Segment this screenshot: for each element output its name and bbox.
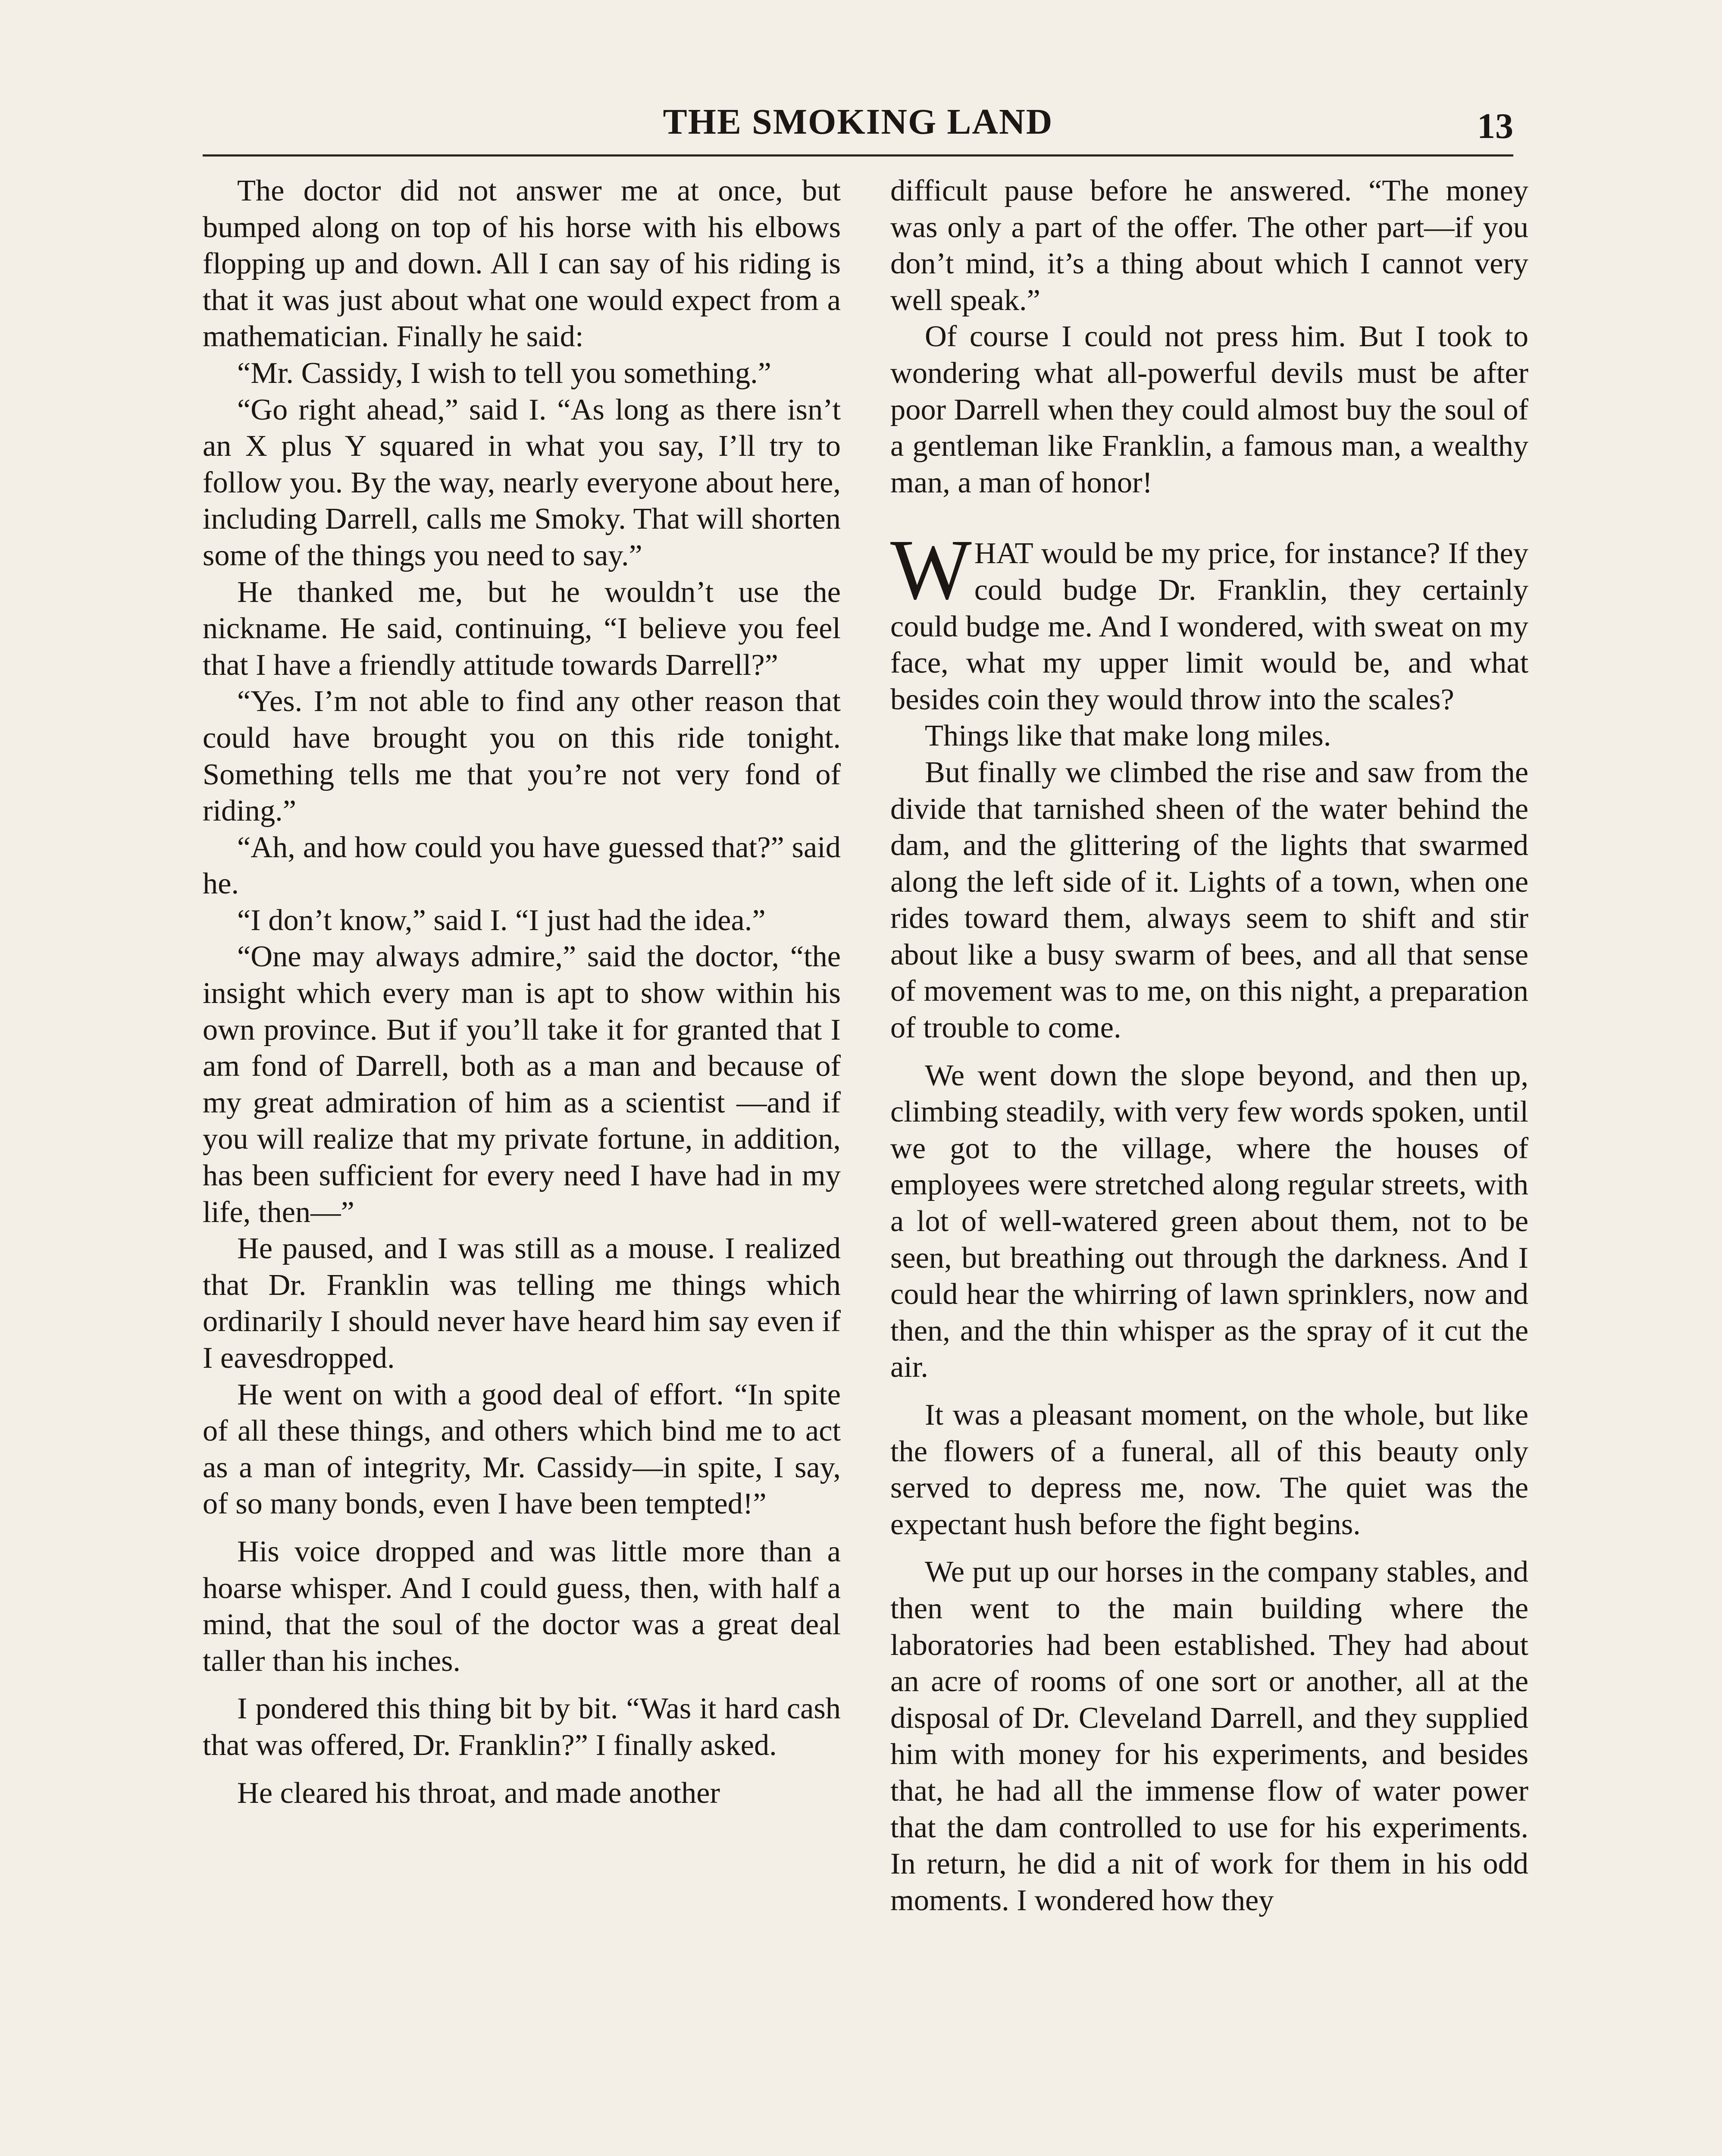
paragraph: “Ah, and how could you have guessed that?” said he. bbox=[203, 830, 841, 901]
drop-cap: W bbox=[890, 522, 972, 618]
paragraph: He paused, and I was still as a mouse. I realized that Dr. Franklin was telling me things which ordinarily I should never have heard him say even if I eavesdropped. bbox=[203, 1232, 841, 1375]
paragraph: We put up our horses in the company stables, and then went to the main building where the laboratories had been established. They had about an acre of rooms of one sort or another, all at the disposal of Dr. Cleveland Darrell, and they supplied him with money for his experiments, and besides that, he had all the immense flow of water power that the dam controlled to use for his experiments. In return, he did a nit of work for them in his odd moments. I wondered how they bbox=[890, 1555, 1528, 1917]
paragraph: I pondered this thing bit by bit. “Was it hard cash that was offered, Dr. Franklin?” I finally asked. bbox=[203, 1692, 841, 1762]
paragraph: He thanked me, but he wouldn’t use the nickname. He said, continuing, “I believe you feel that I have a friendly attitude towards Darrell?” bbox=[203, 575, 841, 682]
drop-cap-continuation: HAT bbox=[974, 536, 1033, 570]
paragraph: He cleared his throat, and made another bbox=[237, 1776, 720, 1810]
paragraph: The doctor did not answer me at once, but bumped along on top of his horse with his elbows flopping up and down. All I can say of his riding is that it was just about what one would expect from a mathematician. Finally he said: bbox=[203, 174, 841, 354]
paragraph: “Go right ahead,” said I. “As long as there isn’t an X plus Y squared in what you say, I’ll try to follow you. By the way, nearly everyone about here, including Darrell, calls me Smoky. That will shorten some of the things you need to say.” bbox=[203, 392, 841, 572]
paragraph: We went down the slope beyond, and then up, climbing steadily, with very few words spoken, until we got to the village, where the houses of employees were stretched along regular streets, with a lot of well-watered green about them, not to be seen, but breathing out through the darkness. And I could hear the whirring of lawn sprinklers, now and then, and the thin whisper as the spray of it cut the air. bbox=[890, 1058, 1528, 1384]
paragraph: It was a pleasant moment, on the whole, but like the flowers of a funeral, all of this beauty only served to depress me, now. The quiet was the expectant hush before the fight begins. bbox=[890, 1398, 1528, 1541]
page-number: 13 bbox=[1477, 106, 1513, 146]
paragraph: But finally we climbed the rise and saw from the divide that tarnished sheen of the water behind the dam, and the glittering of the lights that swarmed along the left side of it. Lights of a town, when one rides toward them, always seem to shift and stir about like a busy swarm of bees, and all that sense of movement was to me, on this night, a preparation of trouble to come. bbox=[890, 755, 1528, 1045]
paragraph: “One may always admire,” said the doctor, “the insight which every man is apt to show within his own province. But if you’ll take it for granted that I am fond of Darrell, both as a man and because of my great admiration of him as a scientist —and if you will realize that my private fortune, in addition, has been sufficient for every need I have had in my life, then—” bbox=[203, 940, 841, 1229]
paragraph-continuation: difficult pause before he answered. “The money was only a part of the offer. The other part—if you don’t mind, it’s a thing about which I cannot very well speak.” bbox=[890, 174, 1528, 317]
paragraph: He went on with a good deal of effort. “In spite of all these things, and others which bind me to act as a man of integrity, Mr. Cassidy—in spite, I say, of so many bonds, even I have been tempted!” bbox=[203, 1377, 841, 1521]
paragraph: Things like that make long miles. bbox=[925, 719, 1331, 753]
paragraph: “I don’t know,” said I. “I just had the idea.” bbox=[237, 903, 766, 937]
page-header bbox=[203, 98, 1513, 157]
running-title: THE SMOKING LAND bbox=[663, 102, 1053, 142]
right-column bbox=[890, 172, 1528, 1918]
paragraph: “Yes. I’m not able to find any other reason that could have brought you on this ride tonight. Something tells me that you’re not very fond of riding.” bbox=[203, 684, 841, 828]
left-column bbox=[203, 172, 841, 1811]
paragraph: “Mr. Cassidy, I wish to tell you something.” bbox=[237, 356, 771, 390]
paragraph-text: would be my price, for instance? If they could budge Dr. Franklin, they certainly could budge me. And I wondered, with sweat on my face, what my upper limit would be, and what besides coin they would throw into the scales? bbox=[890, 536, 1528, 716]
section-opening-paragraph bbox=[890, 522, 1528, 718]
paragraph: Of course I could not press him. But I took to wondering what all-powerful devils must be after poor Darrell when they could almost buy the soul of a gentleman like Franklin, a famous man, a wealthy man, a man of honor! bbox=[890, 320, 1528, 499]
paragraph: His voice dropped and was little more than a hoarse whisper. And I could guess, then, with half a mind, that the soul of the doctor was a great deal taller than his inches. bbox=[203, 1534, 841, 1678]
